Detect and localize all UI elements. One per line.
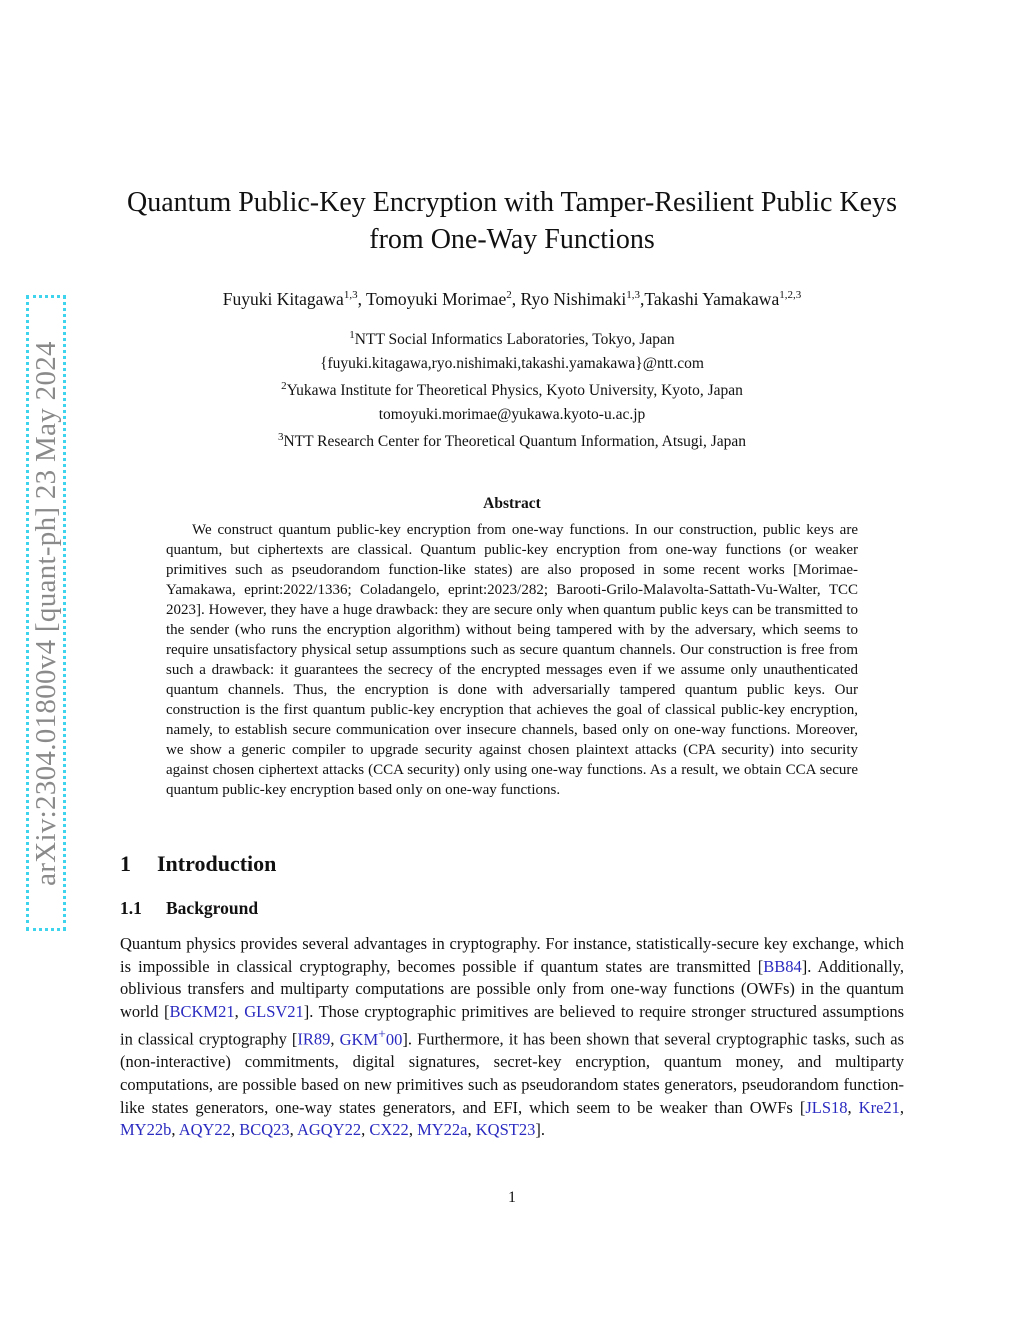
page-number: 1 bbox=[508, 1189, 516, 1206]
citation-link[interactable]: KQST23 bbox=[475, 1120, 536, 1140]
citation-link[interactable]: BCQ23 bbox=[239, 1120, 290, 1140]
cite-part: 00 bbox=[385, 1029, 403, 1049]
author-affil-sup: 1,3 bbox=[626, 289, 640, 301]
abstract-text: We construct quantum public-key encryption from one-way functions. In our construction, public keys are quantum, but ciphertexts are classical. Quantum public-key encryption from one-way functions (or weaker primitives such as pseudorandom function-like states) are also proposed in some recent works [Morimae-Yamakawa, eprint:2022/1336; Coladangelo, eprint:2023/282; Barooti-Grilo-Malavolta-Sattath-Vu-Walter, TCC 2023]. However, they have a huge drawback: they are secure only when quantum public keys can be transmitted to the sender (who runs the encryption algorithm) without being tampered with by the adversary, which seems to require unsatisfactory physical setup assumptions such as secure quantum channels. Our construction is free from such a drawback: it guarantees the secrecy of the encrypted messages even if we assume only unauthenticated quantum channels. Thus, the encryption is done with adversarially tampered quantum public keys. Our construction is the first quantum public-key encryption that achieves the goal of classical public-key encryption, namely, to establish secure communication over insecure channels, based only on one-way functions. Moreover, we show a generic compiler to upgrade security against chosen plaintext attacks (CPA security) into security against chosen ciphertext attacks (CCA security) only using one-way functions. As a result, we obtain CCA secure quantum public-key encryption based only on one-way functions. bbox=[166, 522, 858, 798]
cite-sep: , bbox=[847, 1097, 859, 1117]
cite-sep: , bbox=[899, 1097, 905, 1117]
body-text: ]. Those cryptographic primitives are believed to require stronger structured assumptions in classical cryptography [ bbox=[120, 1001, 905, 1049]
author-affil-sup: 2 bbox=[506, 289, 512, 301]
affil-name: NTT Social Informatics Laboratories, Tokyo, Japan bbox=[354, 331, 675, 349]
cite-sep: , bbox=[230, 1120, 240, 1140]
cite-sep: , bbox=[467, 1120, 476, 1140]
author-name: Takashi Yamakawa bbox=[644, 288, 780, 309]
author-list bbox=[120, 283, 904, 311]
affiliation-3 bbox=[120, 426, 904, 454]
author-sep: , bbox=[511, 288, 521, 309]
affil-sup: 3 bbox=[277, 431, 284, 444]
citation-link[interactable]: CX22 bbox=[369, 1120, 409, 1140]
cite-part: GKM bbox=[339, 1029, 379, 1049]
citation-link[interactable]: IR89 bbox=[297, 1029, 331, 1049]
arxiv-id: arXiv:2304.01800v4 [quant-ph] 23 May 2024 bbox=[29, 340, 62, 886]
body-text: ]. bbox=[535, 1120, 545, 1140]
citation-link[interactable]: AGQY22 bbox=[296, 1120, 362, 1140]
citation-link[interactable] bbox=[339, 1026, 403, 1049]
author-affil-sup: 1,3 bbox=[343, 289, 358, 301]
cite-sep: , bbox=[361, 1120, 370, 1140]
section-number: 1 bbox=[120, 851, 131, 876]
abstract-heading: Abstract bbox=[483, 495, 541, 512]
body-text: , bbox=[330, 1029, 340, 1049]
author-name: Tomoyuki Morimae bbox=[366, 288, 507, 309]
affiliation-1 bbox=[120, 324, 904, 352]
affiliation-2-email: tomoyuki.morimae@yukawa.kyoto-u.ac.jp bbox=[378, 405, 646, 423]
citation-link[interactable]: GLSV21 bbox=[244, 1001, 304, 1021]
subsection-number: 1.1 bbox=[120, 898, 142, 918]
subsection-heading bbox=[120, 898, 258, 919]
affiliation-2 bbox=[120, 375, 904, 403]
cite-part: + bbox=[378, 1026, 386, 1042]
body-text: ]. Additionally, oblivious transfers and multiparty computations are possible only from one-way functions (OWFs) in the quantum world [ bbox=[120, 956, 904, 1021]
affiliations bbox=[120, 324, 904, 454]
citation-link[interactable]: MY22a bbox=[417, 1120, 468, 1140]
citation-link[interactable]: Kre21 bbox=[858, 1097, 900, 1117]
subsection-title: Background bbox=[166, 898, 259, 918]
body-text: Quantum physics provides several advantages in cryptography. For instance, statistically-secure key exchange, which is impossible in classical cryptography, becomes possible if quantum states are transmitted [ bbox=[120, 934, 904, 976]
section-heading bbox=[120, 851, 276, 877]
citation-link[interactable]: AQY22 bbox=[178, 1120, 231, 1140]
arxiv-stamp bbox=[26, 295, 66, 931]
body-text: , bbox=[234, 1001, 245, 1021]
intro-paragraph bbox=[120, 933, 904, 1142]
author-sep: , bbox=[357, 288, 366, 309]
author-name: Ryo Nishimaki bbox=[520, 288, 627, 309]
author-affil-sup: 1,2,3 bbox=[779, 289, 802, 301]
cite-sep: , bbox=[171, 1120, 179, 1140]
affil-name: Yukawa Institute for Theoretical Physics, Kyoto University, Kyoto, Japan bbox=[286, 382, 743, 400]
affiliation-1-email: {fuyuki.kitagawa,ryo.nishimaki,takashi.yamakawa}@ntt.com bbox=[320, 354, 704, 372]
body-text: ]. Furthermore, it has been shown that several cryptographic tasks, such as (non-interactive) commitments, digital signatures, secret-key encryption, quantum money, and multiparty computations, are possible based on new primitives such as pseudorandom states generators, pseudorandom function-like states generators, one-way states generators, and EFI, which seem to be weaker than OWFs [ bbox=[120, 1029, 904, 1117]
author-name: Fuyuki Kitagawa bbox=[222, 288, 344, 309]
citation-link[interactable]: MY22b bbox=[120, 1120, 172, 1140]
paper-title: Quantum Public-Key Encryption with Tamper-Resilient Public Keys from One-Way Functions bbox=[127, 187, 897, 255]
cite-sep: , bbox=[408, 1120, 418, 1140]
citation-link[interactable]: BB84 bbox=[763, 956, 802, 976]
citation-link[interactable]: JLS18 bbox=[805, 1097, 848, 1117]
citation-link[interactable]: BCKM21 bbox=[169, 1001, 235, 1021]
cite-sep: , bbox=[289, 1120, 297, 1140]
affil-sup: 1 bbox=[349, 329, 355, 341]
section-title: Introduction bbox=[157, 851, 277, 876]
affil-name: NTT Research Center for Theoretical Quantum Information, Atsugi, Japan bbox=[283, 433, 747, 451]
affil-sup: 2 bbox=[281, 380, 287, 393]
author-sep: , bbox=[639, 288, 645, 309]
